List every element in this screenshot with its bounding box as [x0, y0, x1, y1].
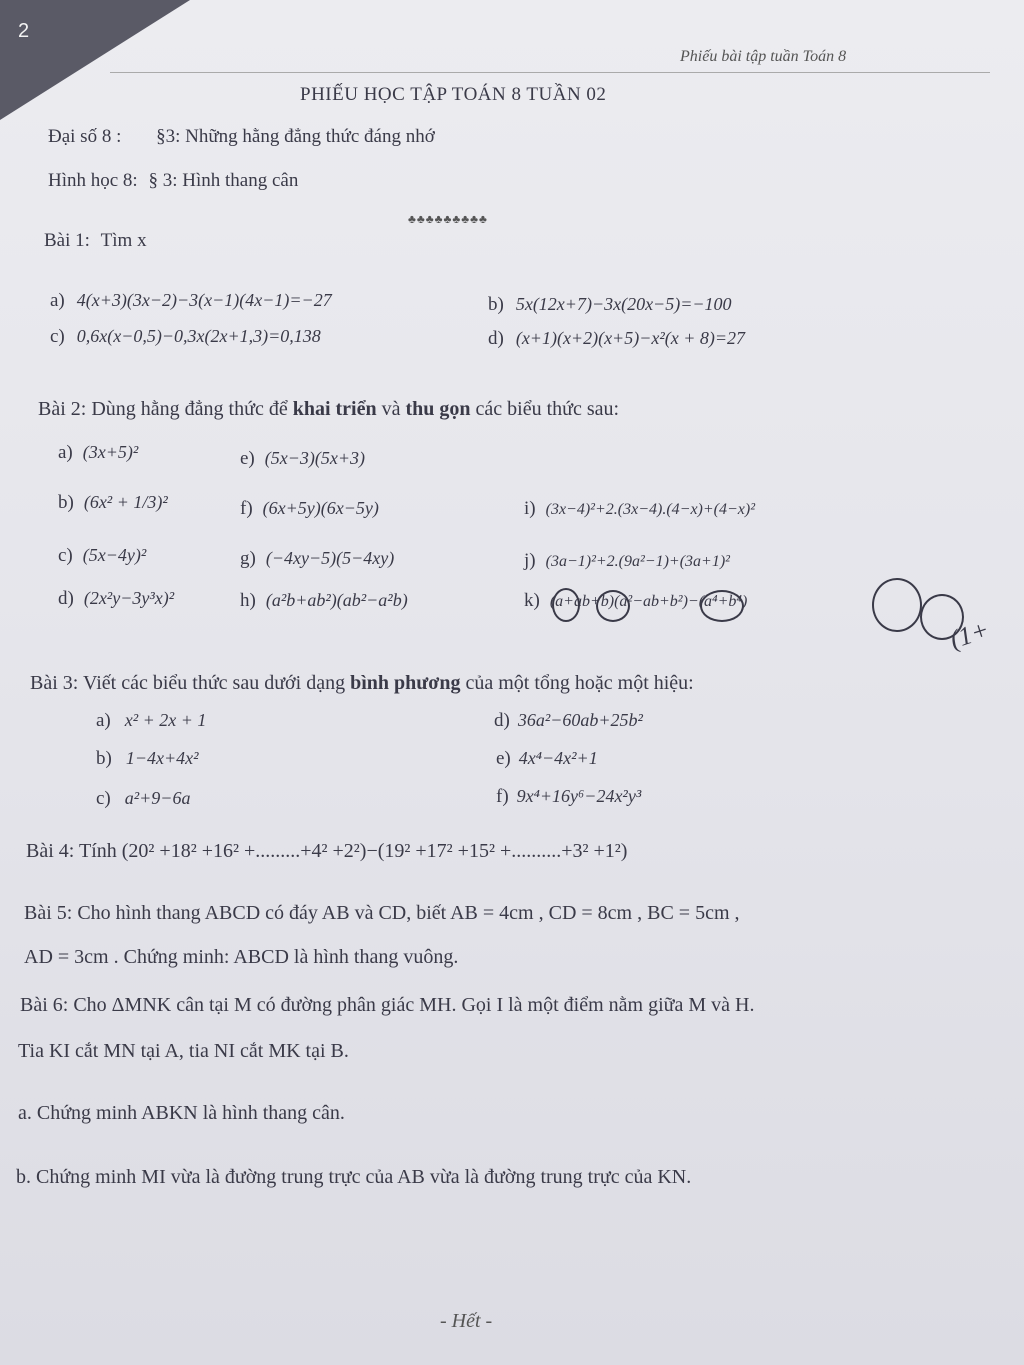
bai6-part-b: b. Chứng minh MI vừa là đường trung trực của AB vừa là đường trung trực của KN.	[16, 1166, 692, 1188]
bai2-a-label: a)	[58, 442, 73, 463]
bai2-item-h	[240, 590, 408, 612]
bai6-part-a: a. Chứng minh ABKN là hình thang cân.	[18, 1102, 345, 1124]
dai-so-row	[48, 126, 435, 148]
hand-circle-mark	[700, 590, 744, 622]
bai1-item-b	[488, 294, 732, 316]
hand-circle-mark	[596, 590, 630, 622]
bai2-item-e	[240, 448, 365, 470]
bai2-task-mid: và	[381, 398, 401, 420]
bai1-item-d	[488, 328, 745, 350]
handwritten-scribble: (1+	[946, 614, 993, 655]
bai2-e-expr: (5x−3)(5x+3)	[264, 448, 366, 468]
bai6-line1	[20, 994, 754, 1017]
bai3-e-expr: 4x⁴−4x²+1	[518, 748, 598, 768]
decorative-divider: ♣♣♣♣♣♣♣♣♣	[408, 212, 488, 226]
bai2-b-expr: (6x² + 1/3)²	[83, 492, 168, 512]
bai2-i-label: i)	[524, 498, 536, 519]
bai1-heading	[44, 230, 147, 252]
bai1-a-expr: 4(x+3)(3x−2)−3(x−1)(4x−1)=−27	[76, 290, 332, 310]
bai2-item-g	[240, 548, 394, 570]
bai3-d-label: d)	[494, 710, 510, 731]
bai5-line1	[24, 902, 740, 925]
bai2-j-expr: (3a−1)²+2.(9a²−1)+(3a+1)²	[545, 553, 730, 570]
bai3-title: Bài 3:	[30, 672, 79, 694]
page-number: 2	[18, 20, 30, 42]
hinh-hoc-row	[48, 170, 298, 192]
bai4-title: Bài 4:	[26, 840, 75, 862]
bai1-title: Bài 1:	[44, 230, 90, 251]
bai2-item-d	[58, 588, 174, 610]
bai2-item-f	[240, 498, 379, 520]
end-marker: - Hết -	[440, 1310, 493, 1332]
bai4-text: Tính (20² +18² +16² +.........+4² +2²)−(19² +17² +15² +..........+3² +1²)	[78, 840, 628, 862]
hinh-hoc-label: Hình học 8:	[48, 170, 138, 191]
bai4-row	[26, 840, 627, 863]
bai2-h-label: h)	[240, 590, 256, 611]
bai2-k-label: k)	[524, 590, 540, 611]
bai2-a-expr: (3x+5)²	[82, 442, 139, 462]
bai1-item-c	[50, 326, 321, 348]
bai1-task: Tìm x	[100, 230, 147, 251]
bai2-task-bold-2: thu gọn	[405, 398, 471, 420]
bai2-item-i	[524, 498, 755, 520]
bai3-task-post: của một tổng hoặc một hiệu:	[465, 672, 694, 694]
bai3-item-e	[496, 748, 598, 770]
bai2-h-expr: (a²b+ab²)(ab²−a²b)	[265, 590, 408, 610]
bai2-g-label: g)	[240, 548, 256, 569]
bai3-d-expr: 36a²−60ab+25b²	[517, 710, 643, 730]
bai3-f-expr: 9x⁴+16y⁶−24x²y³	[516, 786, 642, 806]
header-divider	[110, 72, 990, 73]
bai3-f-label: f)	[496, 786, 509, 807]
bai2-f-label: f)	[240, 498, 253, 519]
bai3-a-label: a)	[96, 710, 111, 731]
bai2-k-expr: (a+ab+b)(a²−ab+b²)−(a⁴+b⁴)	[549, 593, 748, 610]
bai2-c-expr: (5x−4y)²	[82, 545, 147, 565]
hand-circle-mark	[872, 578, 922, 632]
bai2-f-expr: (6x+5y)(6x−5y)	[262, 498, 379, 518]
page-title: PHIẾU HỌC TẬP TOÁN 8 TUẦN 02	[300, 84, 607, 105]
bai3-task-bold: bình phương	[350, 672, 461, 694]
bai3-e-label: e)	[496, 748, 511, 769]
bai3-task-pre: Viết các biểu thức sau dưới dạng	[82, 672, 346, 694]
hand-circle-mark	[552, 588, 580, 622]
bai3-b-label: b)	[96, 748, 112, 769]
folded-corner	[0, 0, 190, 120]
bai1-d-expr: (x+1)(x+2)(x+5)−x²(x + 8)=27	[515, 328, 746, 348]
bai3-a-expr: x² + 2x + 1	[124, 710, 207, 730]
bai1-c-label: c)	[50, 326, 65, 347]
bai1-d-label: d)	[488, 328, 504, 349]
bai3-heading	[30, 672, 694, 695]
bai2-task-pre: Dùng hằng đẳng thức để	[91, 398, 288, 420]
bai3-item-a	[96, 710, 206, 732]
bai1-b-label: b)	[488, 294, 504, 315]
bai2-d-expr: (2x²y−3y³x)²	[83, 588, 175, 608]
bai3-c-expr: a²+9−6a	[124, 788, 191, 808]
bai2-d-label: d)	[58, 588, 74, 609]
bai2-c-label: c)	[58, 545, 73, 566]
bai2-item-a	[58, 442, 138, 464]
bai2-heading	[38, 398, 619, 421]
bai3-item-c	[96, 788, 190, 810]
bai2-task-post: các biểu thức sau:	[475, 398, 620, 420]
bai3-item-b	[96, 748, 199, 770]
bai2-e-label: e)	[240, 448, 255, 469]
bai2-b-label: b)	[58, 492, 74, 513]
bai1-c-expr: 0,6x(x−0,5)−0,3x(2x+1,3)=0,138	[76, 326, 321, 346]
bai2-task-bold-1: khai triển	[292, 398, 377, 420]
bai3-b-expr: 1−4x+4x²	[125, 748, 199, 768]
dai-so-section: §3: Những hằng đẳng thức đáng nhớ	[156, 126, 435, 147]
bai1-a-label: a)	[50, 290, 65, 311]
bai2-title: Bài 2:	[38, 398, 87, 420]
bai2-item-j	[524, 550, 730, 572]
bai2-item-c	[58, 545, 146, 567]
bai5-title: Bài 5:	[24, 902, 73, 924]
bai2-g-expr: (−4xy−5)(5−4xy)	[265, 548, 395, 568]
bai6-line1-text: Cho ΔMNK cân tại M có đường phân giác MH. Gọi I là một điểm nằm giữa M và H.	[73, 994, 755, 1016]
bai1-b-expr: 5x(12x+7)−3x(20x−5)=−100	[515, 294, 732, 314]
bai3-item-f	[496, 786, 641, 808]
bai6-line2: Tia KI cắt MN tại A, tia NI cắt MK tại B.	[18, 1040, 349, 1062]
bai1-item-a	[50, 290, 332, 312]
bai2-i-expr: (3x−4)²+2.(3x−4).(4−x)+(4−x)²	[545, 501, 756, 518]
bai5-line2: AD = 3cm . Chứng minh: ABCD là hình thang vuông.	[24, 946, 459, 968]
dai-so-label: Đại số 8 :	[48, 126, 122, 147]
bai6-title: Bài 6:	[20, 994, 69, 1016]
hinh-hoc-section: § 3: Hình thang cân	[148, 170, 299, 191]
bai3-item-d	[494, 710, 643, 732]
header-right: Phiếu bài tập tuần Toán 8	[680, 48, 847, 65]
bai2-j-label: j)	[524, 550, 536, 571]
bai5-line1-text: Cho hình thang ABCD có đáy AB và CD, biết AB = 4cm , CD = 8cm , BC = 5cm ,	[77, 902, 740, 924]
bai3-c-label: c)	[96, 788, 111, 809]
bai2-item-b	[58, 492, 168, 514]
